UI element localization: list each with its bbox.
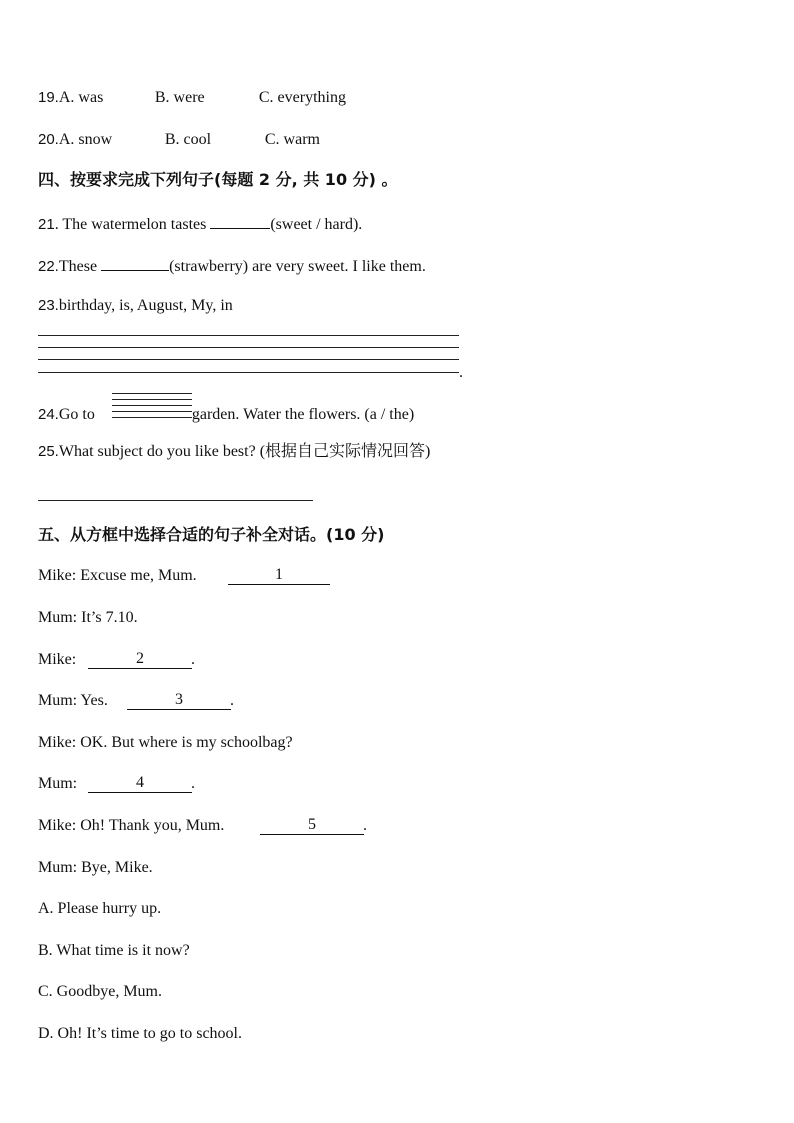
- dialog-end: .: [191, 775, 195, 792]
- dialog-end: .: [191, 651, 195, 668]
- question-text: These: [58, 258, 98, 275]
- question-25: [38, 442, 430, 462]
- question-20: [38, 130, 320, 150]
- question-text: What subject do you like best? (根据自己实际情况回答): [58, 443, 431, 460]
- answer-line[interactable]: [38, 347, 459, 348]
- question-19: [38, 88, 346, 108]
- section-5-title: 五、从方框中选择合适的句子补全对话。(10 分): [38, 525, 385, 544]
- choice-option-b: B. What time is it now?: [38, 942, 190, 959]
- option-b: B. were: [154, 89, 205, 106]
- question-21: [38, 213, 362, 235]
- dialog-line: [38, 816, 224, 836]
- dialog-text: Yes.: [80, 692, 108, 709]
- dialog-line: [38, 733, 293, 753]
- dialog-text: Bye, Mike.: [81, 859, 153, 876]
- option-a: A. was: [58, 89, 104, 106]
- question-23: [38, 296, 233, 316]
- option-a: A. snow: [58, 131, 113, 148]
- question-number: 25.: [38, 443, 59, 460]
- question-hint: (strawberry) are very sweet. I like them.: [169, 258, 426, 275]
- speaker: Mike:: [38, 734, 77, 751]
- speaker: Mike:: [38, 651, 77, 668]
- speaker: Mum:: [38, 609, 78, 626]
- choice-option-c: C. Goodbye, Mum.: [38, 983, 162, 1000]
- question-number: 24.: [38, 406, 59, 423]
- option-b: B. cool: [164, 131, 212, 148]
- question-hint: garden. Water the flowers. (a / the): [191, 406, 415, 423]
- answer-blank[interactable]: [101, 255, 169, 271]
- answer-line[interactable]: [38, 500, 313, 501]
- dialog-text: Excuse me, Mum.: [80, 567, 197, 584]
- dialog-line: [38, 858, 153, 878]
- dialog-end: .: [363, 817, 367, 834]
- option-c: C. everything: [258, 89, 346, 106]
- speaker: Mum:: [38, 859, 78, 876]
- dialog-line: [38, 774, 77, 794]
- question-number: 22.: [38, 258, 59, 275]
- choice-option-d: D. Oh! It’s time to go to school.: [38, 1025, 242, 1042]
- question-24: [38, 405, 414, 425]
- question-22: [38, 255, 426, 277]
- dialog-blank[interactable]: 1: [228, 566, 330, 585]
- dialog-text: OK. But where is my schoolbag?: [80, 734, 293, 751]
- answer-lines-stack[interactable]: [112, 393, 192, 419]
- question-text: birthday, is, August, My, in: [58, 297, 233, 314]
- dialog-blank[interactable]: 2: [88, 650, 192, 669]
- dialog-line: [38, 691, 108, 711]
- dialog-text: Oh! Thank you, Mum.: [80, 817, 225, 834]
- speaker: Mike:: [38, 567, 77, 584]
- answer-line[interactable]: [38, 372, 459, 373]
- dialog-line: [38, 608, 138, 628]
- dialog-line: [38, 566, 197, 586]
- question-number: 23.: [38, 297, 59, 314]
- answer-line[interactable]: [38, 335, 459, 336]
- answer-blank[interactable]: [210, 213, 270, 229]
- speaker: Mike:: [38, 817, 77, 834]
- question-number: 21: [38, 216, 55, 233]
- question-text: . The watermelon tastes: [54, 216, 207, 233]
- answer-line-end: .: [459, 364, 463, 381]
- dialog-blank[interactable]: 4: [88, 774, 192, 793]
- section-4-title: 四、按要求完成下列句子(每题 2 分, 共 10 分) 。: [38, 170, 398, 189]
- dialog-blank[interactable]: 3: [127, 691, 231, 710]
- question-text: Go to: [58, 406, 95, 423]
- dialog-line: [38, 650, 76, 670]
- answer-line[interactable]: [38, 359, 459, 360]
- question-hint: (sweet / hard).: [270, 216, 363, 233]
- choice-option-a: A. Please hurry up.: [38, 900, 162, 917]
- dialog-end: .: [230, 692, 234, 709]
- dialog-blank[interactable]: 5: [260, 816, 364, 835]
- speaker: Mum:: [38, 692, 78, 709]
- question-number: 20.: [38, 131, 59, 148]
- option-c: C. warm: [264, 131, 320, 148]
- speaker: Mum:: [38, 775, 78, 792]
- dialog-text: It’s 7.10.: [81, 609, 138, 626]
- question-number: 19.: [38, 89, 59, 106]
